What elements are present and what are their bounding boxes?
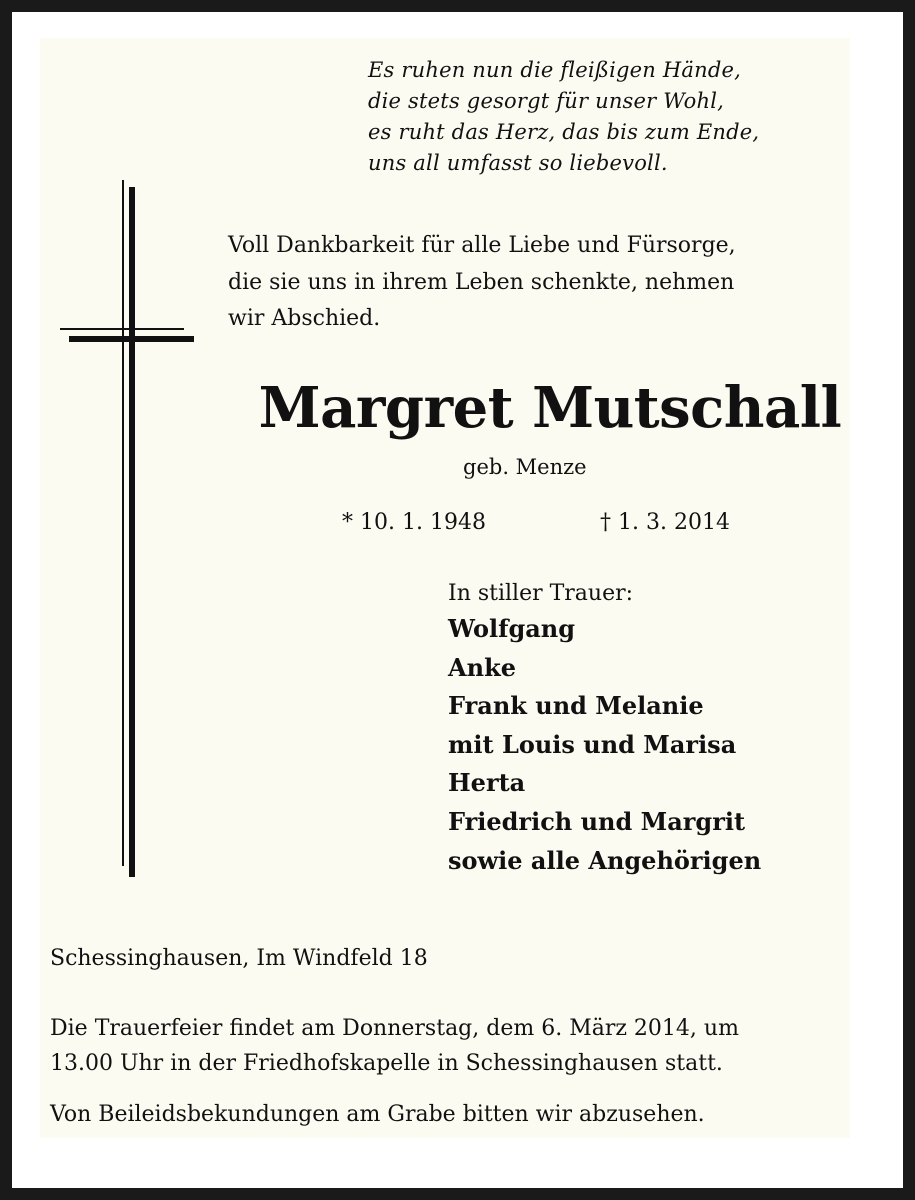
mourner-name: Wolfgang [448,614,576,643]
mourner-name: Frank und Melanie [448,691,704,721]
mourner-name: sowie alle Angehörigen [448,845,762,875]
memorial-poem [368,55,759,179]
death-date: † 1. 3. 2014 [600,510,730,535]
mourners-list [448,610,761,880]
mourners-heading: In stiller Trauer: [448,581,634,606]
poem-line: uns all umfasst so liebevoll. [368,151,668,175]
poem-line: Es ruhen nun die fleißigen Hände, [368,58,741,82]
mourner-name: Herta [448,768,526,798]
family-address: Schessinghausen, Im Windfeld 18 [50,946,428,971]
maiden-name: geb. Menze [463,455,587,479]
mourners-block [448,578,761,880]
condolence-note: Von Beileidsbekundungen am Grabe bitten wir abzusehen. [50,1102,705,1127]
ceremony-notice [50,1011,739,1081]
mourner-name: Anke [448,652,516,682]
mourner-name: mit Louis und Marisa [448,729,737,759]
ceremony-line: Die Trauerfeier findet am Donnerstag, dem 6. März 2014, um [50,1016,739,1041]
poem-line: es ruht das Herz, das bis zum Ende, [368,120,760,144]
mourner-name: Friedrich und Margrit [448,806,746,836]
ceremony-line: 13.00 Uhr in der Friedhofskapelle in Schessinghausen statt. [50,1051,723,1076]
birth-date: * 10. 1. 1948 [342,510,486,535]
poem-line: die stets gesorgt für unser Wohl, [368,89,724,113]
intro-line: wir Abschied. [228,306,381,331]
intro-line: die sie uns in ihrem Leben schenkte, nehmen [228,269,735,295]
deceased-name: Margret Mutschall [258,375,842,441]
intro-line: Voll Dankbarkeit für alle Liebe und Fürsorge, [228,233,736,258]
intro-text [228,228,736,338]
